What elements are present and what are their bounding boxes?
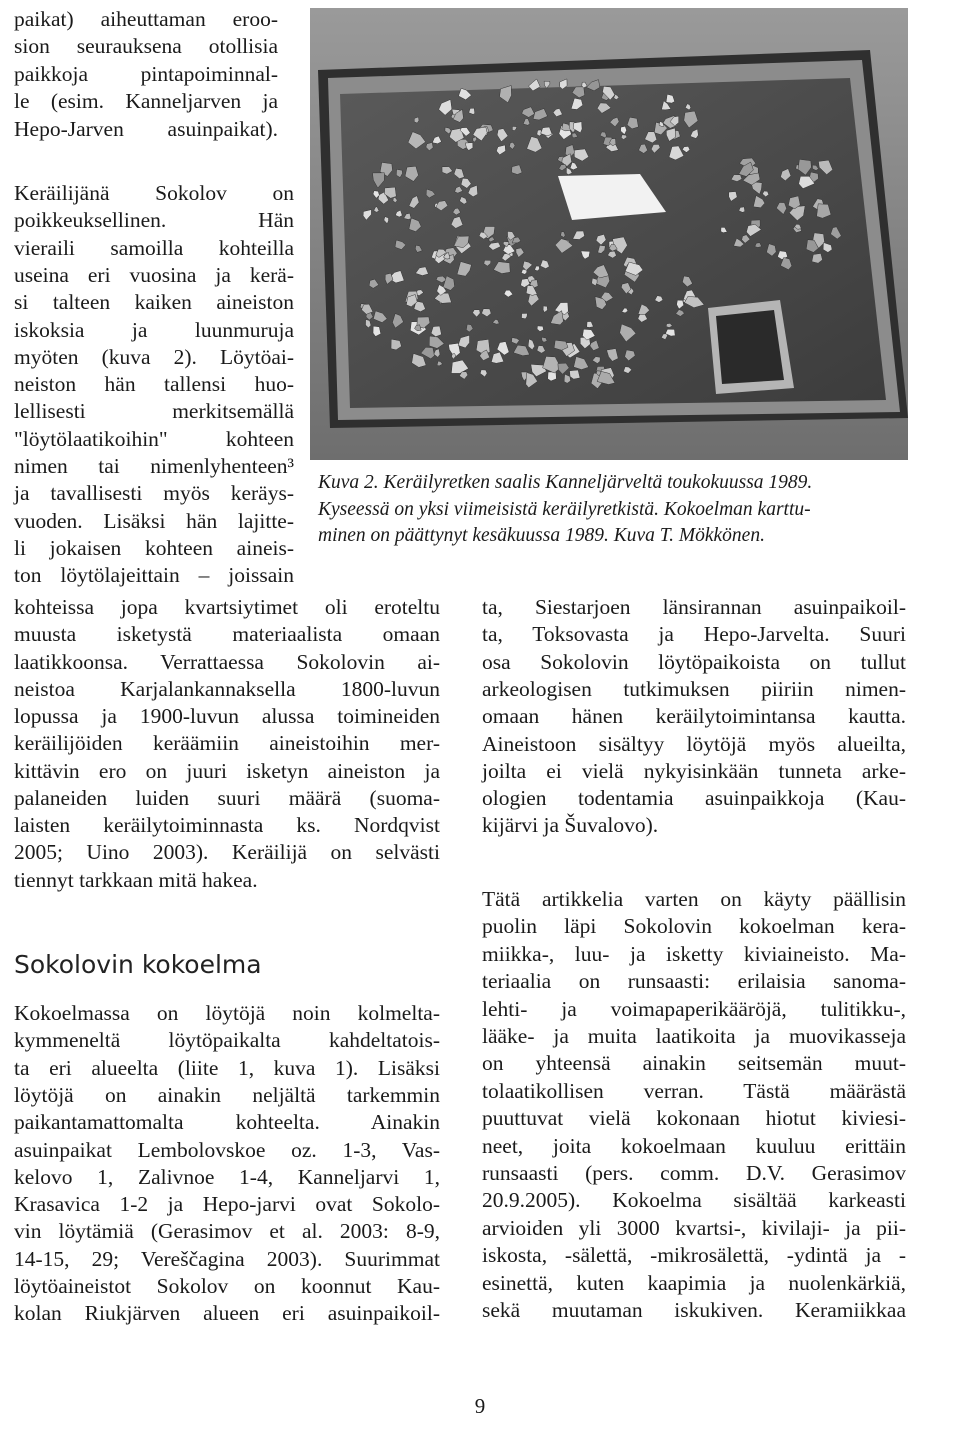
text-line: ta, Siestarjoen länsirannan asuinpaikoil- bbox=[482, 595, 906, 619]
text-line: muusta isketystä materiaalista omaan bbox=[14, 622, 440, 647]
text-line: "löytölaatikoihin" kohteen bbox=[14, 426, 294, 451]
text-line: ton löytölajeittain – joissain bbox=[14, 563, 294, 588]
text-line: poikkeuksellinen. Hän bbox=[14, 208, 294, 233]
text-line: puuttuvat vielä kokonaan hiotut kiviesi- bbox=[482, 1106, 906, 1131]
text-line: vieraili samoilla kohteilla bbox=[14, 235, 294, 260]
text-line: esinettä, kuten kaapimia ja nuolenkärkiä, bbox=[482, 1270, 906, 1295]
text-line: teriaalia on runsaasti: erilaisia sanoma- bbox=[482, 969, 906, 994]
text-line: keräilijöiden keräämiin aineistoihin mer- bbox=[14, 731, 440, 756]
text-line: Kyseessä on yksi viimeisistä keräilyretkistä. Kokoelman karttu- bbox=[318, 498, 811, 520]
text-line: neet, joita kokoelmaan kuuluu erittäin bbox=[482, 1133, 906, 1158]
text-line: paikantamattomalta kohteelta. Ainakin bbox=[14, 1110, 440, 1135]
text-line: kijärvi ja Šuvalovo). bbox=[482, 813, 659, 838]
text-line: le (esim. Kanneljarven ja bbox=[14, 89, 278, 114]
text-line: löytöjä on ainakin neljältä tarkemmin bbox=[14, 1082, 440, 1107]
text-line: sion seurauksena otollisia bbox=[14, 34, 278, 59]
text-line: asuinpaikat Lembolovskoe oz. 1-3, Vas- bbox=[14, 1137, 440, 1162]
text-line: runsaasti (pers. comm. D.V. Gerasimov bbox=[482, 1161, 906, 1185]
text-line: kymmeneltä löytöpaikalta kahdeltatois- bbox=[14, 1028, 440, 1053]
text-line: lääke- ja muita laatikoita ja muovikasseja bbox=[482, 1024, 906, 1048]
text-line: Kokoelmassa on löytöjä noin kolmelta- bbox=[14, 1001, 440, 1025]
text-line: si talteen kaiken aineiston bbox=[14, 290, 294, 315]
text-line: ta eri alueelta (liite 1, kuva 1). Lisäksi bbox=[14, 1055, 440, 1080]
text-line: kittävin ero on juuri isketyn aineiston ja bbox=[14, 758, 440, 783]
text-line: myöten (kuva 2). Löytöai- bbox=[14, 344, 294, 369]
text-line: ologien todentamia asuinpaikkoja (Kau- bbox=[482, 786, 906, 811]
text-line: ta, Toksovasta ja Hepo-Jarvelta. Suuri bbox=[482, 622, 906, 647]
text-line: 2005; Uino 2003). Keräilijä on selvästi bbox=[14, 840, 440, 865]
text-line: sekä muutaman iskukiven. Keramiikkaa bbox=[482, 1298, 906, 1322]
text-line: nimen tai nimenlyhenteen³ bbox=[14, 454, 294, 478]
text-line: osa Sokolovin löytöpaikoista on tullut bbox=[482, 649, 906, 674]
text-line: Kuva 2. Keräilyretken saalis Kanneljärveltä toukokuussa 1989. bbox=[318, 472, 813, 493]
text-line: kohteissa jopa kvartsiytimet oli eroteltu bbox=[14, 595, 440, 619]
text-line: minen on päättynyt kesäkuussa 1989. Kuva T. Mökkönen. bbox=[318, 525, 765, 546]
text-line: laatikkoonsa. Verrattaessa Sokolovin ai- bbox=[14, 649, 440, 674]
text-line: useina eri vuosina ja kerä- bbox=[14, 262, 294, 287]
text-line: omaan hänen keräilytoimintansa kautta. bbox=[482, 704, 906, 729]
text-line: Tätä artikkelia varten on käyty päällisin bbox=[482, 887, 906, 911]
text-line: vuoden. Lisäksi hän lajitte- bbox=[14, 508, 294, 533]
page-number: 9 bbox=[474, 1394, 486, 1418]
text-line: li jokaisen kohteen aineis- bbox=[14, 535, 294, 560]
text-line: puolin läpi Sokolovin kokoelman kera- bbox=[482, 914, 906, 939]
text-line: neiston hän tallensi huo- bbox=[14, 372, 294, 397]
text-line: 14-15, 29; Vereščagina 2003). Suurimmat bbox=[14, 1246, 440, 1271]
text-line: on yhteensä ainakin seitsemän muut- bbox=[482, 1051, 906, 1076]
text-line: löytöaineistot Sokolov on koonnut Kau- bbox=[14, 1274, 440, 1298]
text-line: ja tavallisesti myös keräys- bbox=[14, 481, 294, 506]
section-heading: Sokolovin kokoelma bbox=[14, 950, 262, 979]
collection-box-photo bbox=[310, 8, 908, 460]
text-line: tolaatikollisen verran. Tästä määrästä bbox=[482, 1078, 906, 1103]
text-line: miikka-, luu- ja isketty kiviaineisto. Ma- bbox=[482, 941, 906, 966]
text-line: Keräilijänä Sokolov on bbox=[14, 181, 294, 205]
text-line: tiennyt tarkkaan mitä hakea. bbox=[14, 867, 258, 892]
text-line: arkeologisen tutkimuksen piiriin nimen- bbox=[482, 676, 906, 701]
text-line: Hepo-Jarven asuinpaikat). bbox=[14, 116, 278, 141]
text-line: kolan Riukjärven alueen eri asuinpaikoil- bbox=[14, 1301, 440, 1326]
text-line: paikat) aiheuttaman eroo- bbox=[14, 7, 278, 31]
text-line: joilta ei vielä nykyisinkään tunneta arke- bbox=[482, 758, 906, 783]
text-line: arvioiden yli 3000 kvartsi-, kivilaji- ja pii- bbox=[482, 1215, 906, 1240]
text-line: lopussa ja 1900-luvun alussa toimineiden bbox=[14, 704, 440, 728]
text-line: laisten keräilytoiminnasta ks. Nordqvist bbox=[14, 813, 440, 837]
text-line: palaneiden luiden suuri määrä (suoma- bbox=[14, 785, 440, 810]
text-line: Aineistoon sisältyy löytöjä myös alueilta, bbox=[482, 731, 906, 756]
text-line: lellisesti merkitsemällä bbox=[14, 399, 294, 424]
text-line: vin löytämiä (Gerasimov et al. 2003: 8-9, bbox=[14, 1219, 440, 1244]
text-line: paikkoja pintapoiminnal- bbox=[14, 61, 278, 86]
text-line: iskoksia ja luunmuruja bbox=[14, 317, 294, 342]
text-line: lehti- ja voimapaperikääröjä, tulitikku-, bbox=[482, 996, 906, 1021]
text-line: 20.9.2005). Kokoelma sisältää karkeasti bbox=[482, 1188, 906, 1213]
text-line: neistoa Karjalankannaksella 1800-luvun bbox=[14, 676, 440, 701]
text-line: kelovo 1, Zalivnoe 1-4, Kanneljarvi 1, bbox=[14, 1164, 440, 1189]
text-line: Krasavica 1-2 ja Hepo-jarvi ovat Sokolo- bbox=[14, 1192, 440, 1217]
text-line: iskosta, -sälettä, -mikrosälettä, -ydintä ja - bbox=[482, 1243, 906, 1268]
